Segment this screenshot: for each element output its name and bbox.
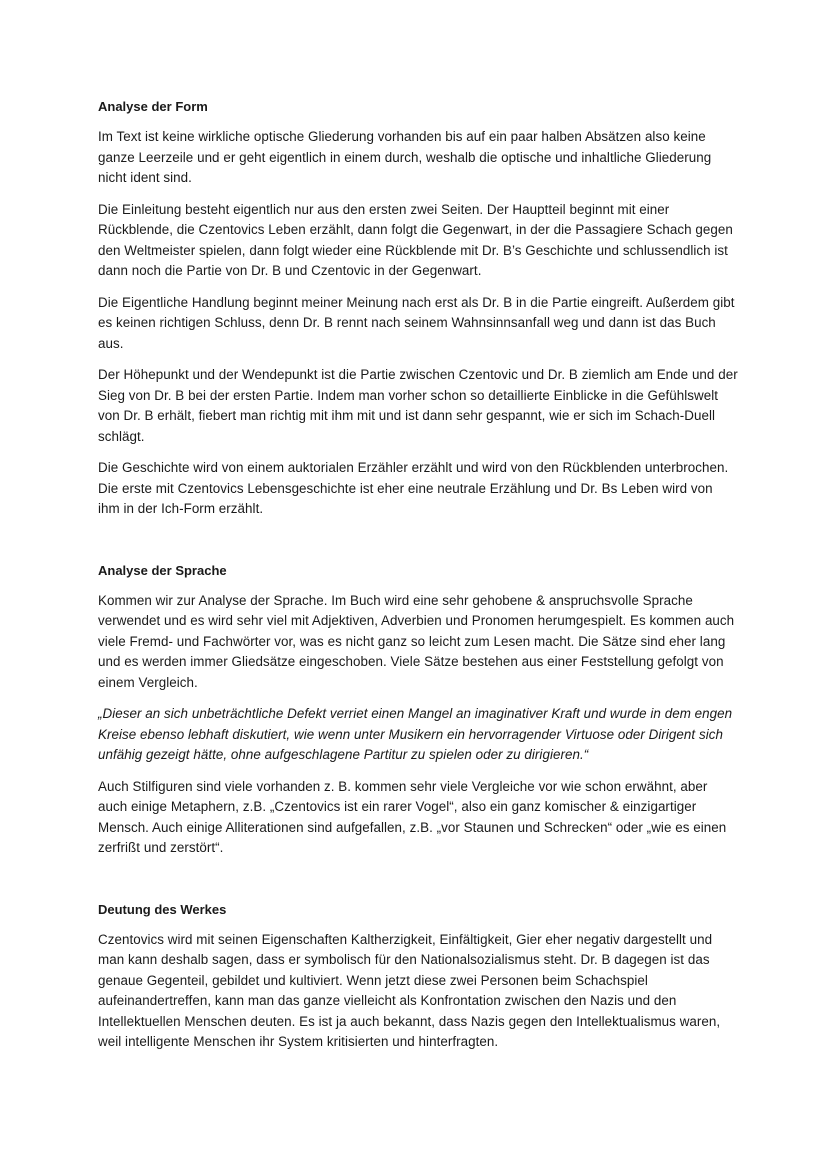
paragraph: Im Text ist keine wirkliche optische Gliederung vorhanden bis auf ein paar halben Absätzen also keine ganze Leerzeile und er geht eigentlich in einem durch, weshalb die optische und inhaltliche Gliederung nicht ident sind. (98, 129, 712, 185)
paragraph: Kommen wir zur Analyse der Sprache. Im Buch wird eine sehr gehobene & anspruchsvolle Sprache verwendet und es wird sehr viel mit Adjektiven, Adverbien und Pronomen herumgespielt. Es kommen auch viele Fremd- und Fachwörter vor, was es nicht ganz so leicht zum Lesen macht. Die Sätze sind eher lang und es werden immer Gliedsätze eingeschoben. Viele Sätze bestehen aus einer Feststellung gefolgt von einem Vergleich. (98, 592, 735, 690)
section-heading: Analyse der Form (98, 99, 208, 114)
paragraph: Die Geschichte wird von einem auktorialen Erzähler erzählt und wird von den Rückblenden unterbrochen. Die erste mit Czentovics Lebensgeschichte ist eher eine neutrale Erzählung und Dr. Bs Leben wird von ihm in der Ich-Form erzählt. (98, 460, 729, 516)
paragraph: Auch Stilfiguren sind viele vorhanden z. B. kommen sehr viele Vergleiche vor wie schon erwähnt, aber auch einige Metaphern, z.B. „Czentovics ist ein rarer Vogel“, also ein ganz komischer & einzigartiger Mensch. Auch einige Alliterationen sind aufgefallen, z.B. „vor Staunen und Schrecken“ oder „wie es einen zerfrißt und zerstört“. (98, 778, 727, 855)
section-heading: Analyse der Sprache (98, 562, 227, 578)
section-deutung-des-werkes (98, 901, 738, 1053)
quote-paragraph: „Dieser an sich unbeträchtliche Defekt verriet einen Mangel an imaginativer Kraft und wurde in dem engen Kreise ebenso lebhaft diskutiert, wie wenn unter Musikern ein hervorragender Virtuose oder Dirigent sich unfähig gezeigt hätte, ohne aufgeschlagene Partitur zu spielen oder zu dirigieren.“ (98, 706, 733, 762)
paragraph: Der Höhepunkt und der Wendepunkt ist die Partie zwischen Czentovic und Dr. B ziemlich am Ende und der Sieg von Dr. B bei der ersten Partie. Indem man vorher schon so detaillierte Einblicke in die Gefühlswelt von Dr. B erhält, fiebert man richtig mit ihm mit und ist dann sehr gespannt, wie er sich im Schach-Duell schlägt. (98, 367, 738, 444)
paragraph: Die Einleitung besteht eigentlich nur aus den ersten zwei Seiten. Der Hauptteil beginnt mit einer Rückblende, die Czentovics Leben erzählt, dann folgt die Gegenwart, in der die Passagiere Schach gegen den Weltmeister spielen, dann folgt wieder eine Rückblende mit Dr. B’s Geschichte und schlussendlich ist dann noch die Partie von Dr. B und Czentovic in der Gegenwart. (98, 201, 733, 278)
section-spacer (98, 870, 738, 901)
section-analyse-der-form (98, 98, 738, 520)
section-analyse-der-sprache (98, 562, 738, 859)
section-spacer (98, 531, 738, 562)
paragraph: Die Eigentliche Handlung beginnt meiner Meinung nach erst als Dr. B in die Partie eingreift. Außerdem gibt es keinen richtigen Schluss, denn Dr. B rennt nach seinem Wahnsinnsanfall weg und dann ist das Buch aus. (98, 294, 735, 351)
section-heading: Deutung des Werkes (98, 901, 227, 917)
paragraph: Czentovics wird mit seinen Eigenschaften Kaltherzigkeit, Einfältigkeit, Gier eher negativ dargestellt und man kann deshalb sagen, dass er symbolisch für den Nationalsozialismus steht. Dr. B dagegen ist das genaue Gegenteil, gebildet und kultiviert. Wenn jetzt diese zwei Personen beim Schachspiel aufeinandertreffen, kann man das ganze vielleicht als Konfrontation zwischen den Nazis und den Intellektuellen Menschen deuten. Es ist ja auch bekannt, dass Nazis gegen den Intellektualismus waren, weil intelligente Menschen ihr System kritisierten und hinterfragten. (98, 931, 721, 1049)
document-content (98, 98, 738, 1064)
